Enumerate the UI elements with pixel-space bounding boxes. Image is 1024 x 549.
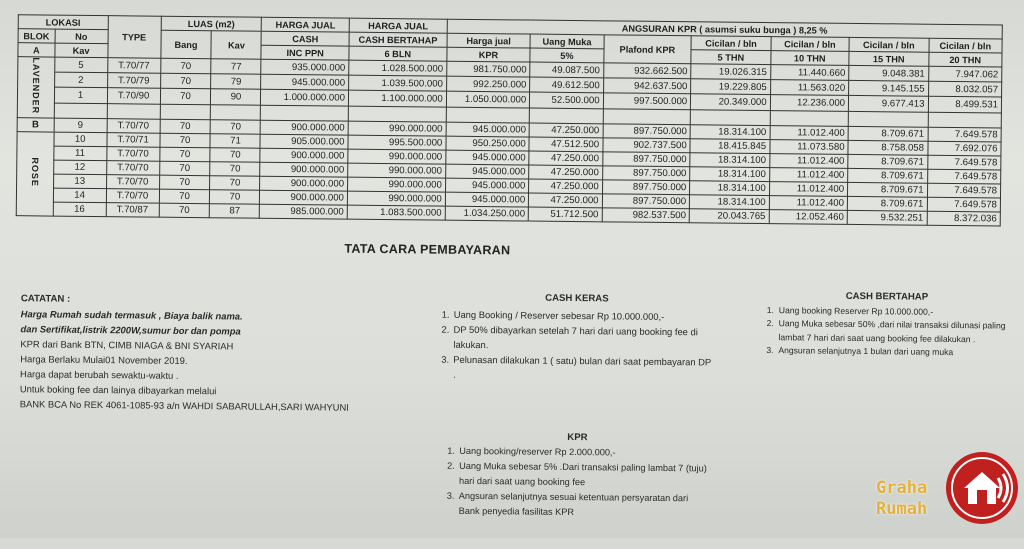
cell-c5: 18.314.100	[690, 125, 770, 140]
header-no: No	[55, 29, 108, 44]
cell-bang: 70	[159, 203, 210, 218]
cell-c15: 9.532.251	[847, 210, 927, 225]
cell-kav	[211, 104, 261, 120]
header-cicilan-20: Cicilan / bln	[929, 38, 1003, 53]
cell-c5: 18.314.100	[690, 195, 770, 210]
cell-no: 16	[53, 202, 106, 217]
cell-bertahap: 1.100.000.000	[348, 91, 446, 107]
header-cicilan-10: Cicilan / bln	[771, 37, 850, 52]
cell-cash: 945.000.000	[261, 74, 349, 90]
cell-type: T.70/70	[106, 188, 159, 203]
header-6bln: 6 BLN	[349, 46, 447, 61]
notes-line: Harga dapat berubah sewaktu-waktu .	[20, 368, 179, 381]
cell-c20: 7.649.578	[927, 169, 1001, 184]
cell-kav: 87	[210, 204, 260, 219]
cell-plafond: 902.737.500	[603, 138, 691, 153]
cell-type: T.70/70	[106, 146, 159, 161]
cell-kav: 70	[210, 162, 260, 177]
header-10thn: 10 THN	[771, 51, 850, 66]
cell-kpr: 945.000.000	[445, 178, 529, 193]
header-um-pct: 5%	[530, 48, 603, 63]
cell-bang: 70	[159, 161, 210, 176]
cell-bertahap: 1.028.500.000	[349, 60, 447, 76]
cell-no: 2	[54, 72, 107, 88]
cell-kpr: 945.000.000	[445, 164, 529, 179]
list-item: 2. Uang Muka sebesar 50% ,dari nilai transaksi dilunasi paling lambat 7 hari dari saat uang booking fee dilakukan .	[766, 318, 1006, 344]
cell-plafond: 897.750.000	[602, 166, 690, 181]
cell-type: T.70/79	[107, 73, 160, 89]
price-table	[16, 14, 1003, 226]
cell-um: 47.512.500	[529, 137, 602, 152]
cell-um: 47.250.000	[529, 179, 602, 194]
cell-bang: 70	[159, 189, 210, 204]
cell-no: 11	[53, 146, 106, 161]
cell-c15: 9.145.155	[849, 81, 929, 97]
kpr-block	[447, 429, 708, 522]
header-inc-ppn: INC PPN	[261, 45, 349, 60]
notes-line: Harga Rumah sudah termasuk , Biaya balik nama.	[20, 308, 243, 322]
header-harga-jual: HARGA JUAL	[262, 17, 350, 32]
cell-bertahap: 990.000.000	[348, 177, 446, 192]
cell-kav: 70	[210, 148, 260, 163]
cell-cash: 1.000.000.000	[261, 90, 349, 106]
cell-bang: 70	[160, 73, 211, 89]
cell-kpr	[446, 107, 530, 123]
header-plafond: Plafond KPR	[603, 35, 691, 64]
header-luas: LUAS (m2)	[161, 16, 262, 31]
header-blok: BLOK	[18, 29, 55, 43]
cell-c15: 8.709.671	[848, 182, 928, 197]
group-rose: ROSE	[16, 132, 54, 216]
cell-bang: 70	[159, 147, 210, 162]
cell-plafond: 932.662.500	[603, 63, 691, 79]
cell-type	[107, 103, 160, 119]
price-table-body	[16, 57, 1002, 226]
list-item: 3. Angsuran selanjutnya 1 bulan dari uang muka	[766, 345, 954, 358]
cell-cash: 900.000.000	[260, 162, 348, 177]
cell-bertahap: 995.500.000	[348, 135, 446, 150]
notes-line: Harga Berlaku Mulai01 November 2019.	[20, 353, 188, 366]
cell-type: T.70/77	[107, 58, 160, 74]
notes-line: Untuk boking fee dan lainya dibayarkan melalui	[19, 383, 217, 397]
cell-kav: 70	[211, 120, 261, 135]
cell-kav: 70	[210, 176, 260, 191]
cash-keras-heading: CASH KERAS	[545, 292, 609, 305]
cell-c10	[770, 110, 849, 126]
header-kpr-bot: KPR	[447, 47, 531, 62]
list-item: 3. Angsuran selanjutnya sesuai ketentuan persyaratan dari Bank penyedia fasilitas KPR	[446, 490, 689, 518]
cell-c10: 11.012.400	[769, 167, 848, 182]
cash-keras-block	[441, 290, 712, 385]
header-15thn: 15 THN	[849, 51, 929, 66]
notes-line: KPR dari Bank BTN, CIMB NIAGA & BNI SYARIAH	[20, 338, 234, 352]
list-item: 2. Uang Muka sebesar 5% .Dari transaksi paling lambat 7 (tuju) hari dari saat uang booking fee	[447, 460, 707, 488]
cell-kav: 71	[210, 134, 260, 149]
cell-c15: 9.048.381	[849, 65, 929, 81]
cell-c15: 8.758.058	[848, 140, 928, 155]
cell-kav: 70	[210, 190, 260, 205]
notes-block	[20, 291, 350, 414]
cell-bang: 70	[160, 58, 211, 74]
cell-plafond: 897.750.000	[603, 124, 691, 139]
list-item: 1. Uang booking/reserver Rp 2.000.000,-	[447, 445, 616, 458]
cell-type: T.70/90	[107, 88, 160, 104]
cell-cash: 900.000.000	[260, 176, 348, 191]
cell-bertahap: 990.000.000	[348, 121, 446, 136]
cell-um: 47.250.000	[529, 151, 602, 166]
cell-bertahap: 1.039.500.000	[349, 75, 447, 91]
cell-c20	[928, 112, 1002, 128]
cell-type: T.70/70	[107, 118, 160, 133]
house-logo-icon	[942, 448, 1022, 528]
cell-c5: 19.229.805	[691, 79, 771, 95]
cash-bertahap-heading: CASH BERTAHAP	[845, 290, 929, 303]
cell-bang: 70	[159, 175, 210, 190]
cell-c20: 7.649.578	[927, 197, 1001, 212]
cell-kav: 79	[211, 74, 261, 90]
cell-c15: 9.677.413	[848, 96, 928, 112]
notes-heading: CATATAN :	[20, 293, 71, 305]
cell-kpr: 945.000.000	[446, 150, 530, 165]
cell-c10: 11.012.400	[770, 125, 849, 140]
cell-c20: 8.032.057	[928, 81, 1002, 97]
notes-line: BANK BCA No REK 4061-1085-93 a/n WAHDI SABARULLAH,SARI WAHYUNI	[19, 398, 349, 413]
cell-c10: 11.012.400	[769, 153, 848, 168]
cell-cash: 900.000.000	[260, 190, 348, 205]
cell-cash	[261, 105, 349, 121]
cell-bang: 70	[160, 119, 211, 134]
cell-c15	[848, 111, 928, 127]
list-item: 3. Pelunasan dilakukan 1 ( satu) bulan dari saat pembayaran DP .	[441, 353, 712, 380]
cell-cash: 935.000.000	[261, 59, 349, 75]
cell-cash: 905.000.000	[260, 134, 348, 149]
cell-c20: 7.649.578	[927, 155, 1001, 170]
cell-bertahap	[348, 106, 446, 122]
cell-cash: 900.000.000	[260, 148, 348, 163]
cell-c15: 8.709.671	[848, 126, 928, 141]
cell-c10: 12.236.000	[770, 95, 849, 111]
group-lavender: LAVENDER	[17, 57, 54, 118]
header-20thn: 20 THN	[928, 52, 1002, 67]
cell-c5	[690, 109, 770, 125]
cell-c10: 11.012.400	[769, 195, 848, 210]
graha-rumah-logo	[876, 448, 1024, 538]
cell-kpr: 1.050.000.000	[446, 92, 530, 108]
cell-kav: 77	[211, 59, 261, 75]
cell-plafond	[603, 108, 691, 124]
cell-c10: 12.052.460	[769, 209, 848, 224]
cell-plafond: 942.637.500	[603, 78, 691, 94]
cell-no: 13	[53, 174, 106, 189]
header-kav-no: Kav	[55, 43, 108, 58]
cell-plafond: 897.750.000	[602, 194, 690, 209]
cell-kpr: 992.250.000	[446, 76, 530, 92]
group-b: B	[17, 118, 54, 132]
list-item: 2. DP 50% dibayarkan setelah 7 hari dari uang booking fee di lakukan.	[441, 323, 698, 351]
cell-no: 1	[54, 87, 107, 103]
header-bang: Bang	[160, 30, 211, 59]
cell-no	[54, 103, 107, 119]
cell-kpr: 945.000.000	[446, 122, 530, 137]
cell-bang	[160, 104, 211, 120]
list-item: 1. Uang booking Reserver Rp 10.000.000,-	[766, 304, 934, 317]
header-blok-a: A	[18, 43, 55, 57]
header-uang-muka: Uang Muka	[530, 34, 603, 49]
cell-kpr: 950.250.000	[446, 136, 530, 151]
logo-text: Graha Rumah	[876, 478, 928, 519]
cell-um: 51.712.500	[528, 207, 601, 222]
cell-bertahap: 1.083.500.000	[347, 205, 445, 220]
cell-bertahap: 990.000.000	[347, 191, 445, 206]
cell-c5: 18.415.845	[690, 139, 770, 154]
cell-type: T.70/71	[107, 132, 160, 147]
cell-um: 47.250.000	[529, 193, 602, 208]
cell-um: 47.250.000	[529, 165, 602, 180]
cell-bang: 70	[160, 133, 211, 148]
cell-um: 49.612.500	[530, 77, 603, 93]
header-cicilan-15: Cicilan / bln	[849, 37, 929, 52]
cell-c20: 7.649.578	[927, 183, 1001, 198]
cell-c10: 11.012.400	[769, 181, 848, 196]
cell-cash: 900.000.000	[261, 120, 349, 135]
kpr-heading: KPR	[567, 431, 588, 444]
cell-c5: 20.043.765	[689, 209, 769, 224]
cell-c5: 18.314.100	[690, 167, 770, 182]
header-cash: CASH	[261, 31, 349, 46]
cash-bertahap-block	[766, 289, 1007, 360]
cell-type: T.70/70	[106, 174, 159, 189]
header-kpr-top: Harga jual	[447, 33, 531, 48]
cell-c15: 8.709.671	[848, 168, 928, 183]
cell-type: T.70/70	[106, 160, 159, 175]
cell-c20: 7.649.578	[928, 127, 1002, 142]
cell-no: 5	[54, 57, 107, 73]
notes-line: dan Sertifikat,listrik 2200W,sumur bor dan pompa	[20, 323, 241, 337]
header-kav: Kav	[211, 31, 261, 60]
cell-c20: 7.947.062	[928, 66, 1002, 82]
cell-c5: 18.314.100	[690, 153, 770, 168]
page-title: TATA CARA PEMBAYARAN	[344, 241, 511, 258]
cell-um	[530, 108, 603, 124]
header-5thn: 5 THN	[691, 50, 771, 65]
cell-kav: 90	[211, 89, 261, 105]
cell-c20: 8.499.531	[928, 97, 1002, 113]
cell-bertahap: 990.000.000	[348, 163, 446, 178]
header-lokasi: LOKASI	[18, 15, 108, 30]
cell-bertahap: 990.000.000	[348, 149, 446, 164]
cell-no: 9	[54, 118, 107, 133]
cell-c10: 11.440.660	[770, 65, 849, 81]
cell-c20: 7.692.076	[927, 141, 1001, 156]
cell-c5: 20.349.000	[691, 94, 771, 110]
cell-c15: 8.709.671	[848, 154, 928, 169]
cell-c20: 8.372.036	[927, 211, 1001, 226]
cell-um: 52.500.000	[530, 92, 603, 108]
cell-no: 12	[53, 160, 106, 175]
cell-cash: 985.000.000	[260, 204, 348, 219]
cell-c10: 11.073.580	[770, 139, 849, 154]
cell-um: 47.250.000	[529, 123, 602, 138]
cell-c5: 19.026.315	[691, 64, 771, 80]
cell-plafond: 897.750.000	[602, 180, 690, 195]
header-cash-bertahap: CASH BERTAHAP	[349, 32, 447, 47]
cell-kpr: 1.034.250.000	[445, 206, 529, 221]
header-type: TYPE	[108, 16, 161, 59]
header-cicilan-5: Cicilan / bln	[691, 36, 771, 51]
header-angsuran: ANGSURAN KPR ( asumsi suku bunga ) 8,25 %	[447, 19, 1002, 39]
list-item: 1. Uang Booking / Reserver sebesar Rp 10.000.000,-	[441, 308, 665, 322]
header-harga-jual-bertahap: HARGA JUAL	[349, 18, 447, 33]
cell-no: 14	[53, 188, 106, 203]
cell-plafond: 897.750.000	[602, 152, 690, 167]
cell-kpr: 981.750.000	[446, 61, 530, 77]
cell-c15: 8.709.671	[847, 196, 927, 211]
cell-um: 49.087.500	[530, 62, 603, 78]
cell-plafond: 982.537.500	[602, 208, 690, 223]
cell-plafond: 997.500.000	[603, 93, 691, 109]
cell-no: 10	[54, 132, 107, 147]
cell-kpr: 945.000.000	[445, 192, 529, 207]
cell-type: T.70/87	[106, 202, 159, 217]
cell-c10: 11.563.020	[770, 80, 849, 96]
cell-bang: 70	[160, 89, 211, 105]
cell-c5: 18.314.100	[690, 181, 770, 196]
